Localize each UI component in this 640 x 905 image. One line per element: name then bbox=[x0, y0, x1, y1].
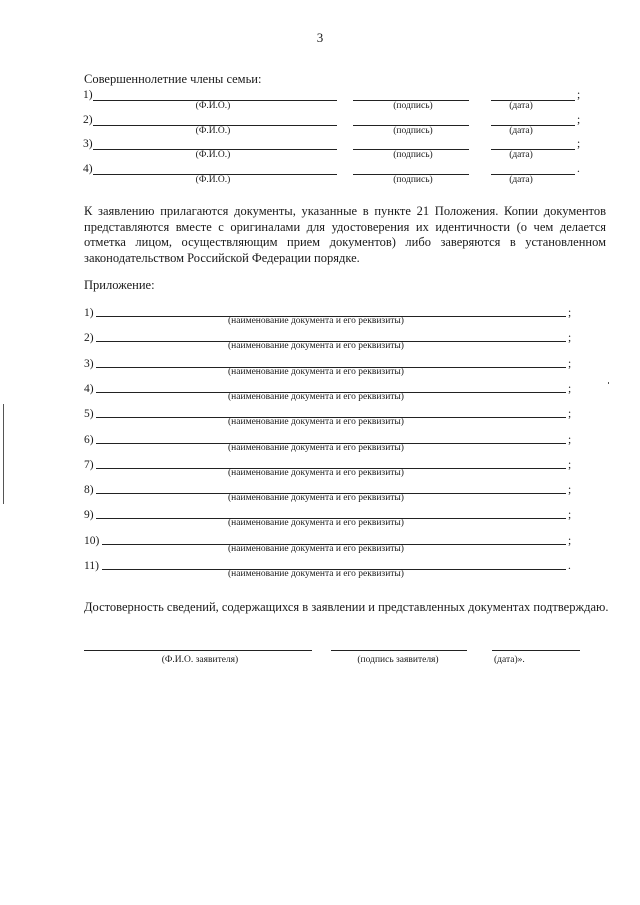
applicant-date-line[interactable] bbox=[492, 650, 580, 651]
family-sign-caption: (подпись) bbox=[393, 126, 433, 136]
attachment-number: 8) bbox=[84, 484, 94, 496]
family-name-caption: (Ф.И.О.) bbox=[195, 150, 231, 160]
attachment-row-end: ; bbox=[568, 383, 572, 395]
applicant-date-caption: (дата)». bbox=[494, 655, 525, 665]
attachment-row bbox=[84, 461, 584, 486]
attachment-caption: (наименование документа и его реквизиты) bbox=[228, 544, 404, 554]
family-date-caption: (дата) bbox=[509, 175, 533, 185]
family-row-number: 1) bbox=[83, 89, 93, 101]
documents-paragraph: К заявлению прилагаются документы, указанные в пункте 21 Положения. Копии документов представляются вместе с оригиналами для удостоверения их идентичности (о чем делается отметка лицом, осуществляющим прием документов) либо заверяются в установленном законодательством Российской Федерации порядке. bbox=[84, 204, 606, 265]
attachment-number: 7) bbox=[84, 459, 94, 471]
attachment-caption: (наименование документа и его реквизиты) bbox=[228, 518, 404, 528]
family-date-caption: (дата) bbox=[509, 150, 533, 160]
attachment-row bbox=[84, 334, 584, 359]
attachment-number: 5) bbox=[84, 408, 94, 420]
family-member-row bbox=[83, 91, 593, 117]
attachment-row bbox=[84, 309, 584, 334]
family-sign-caption: (подпись) bbox=[393, 175, 433, 185]
attachment-row bbox=[84, 486, 584, 511]
family-row-end: . bbox=[577, 163, 580, 175]
attachment-number: 10) bbox=[84, 535, 100, 547]
attachment-number: 4) bbox=[84, 383, 94, 395]
family-sign-caption: (подпись) bbox=[393, 101, 433, 111]
attachment-row bbox=[84, 562, 584, 587]
family-row-end: ; bbox=[577, 114, 581, 126]
attachment-row-end: ; bbox=[568, 307, 572, 319]
attachment-caption: (наименование документа и его реквизиты) bbox=[228, 468, 404, 478]
attachment-row-end: ; bbox=[568, 509, 572, 521]
family-date-caption: (дата) bbox=[509, 101, 533, 111]
family-row-number: 2) bbox=[83, 114, 93, 126]
family-member-row bbox=[83, 165, 593, 191]
attachment-number: 1) bbox=[84, 307, 94, 319]
attachment-caption: (наименование документа и его реквизиты) bbox=[228, 569, 404, 579]
applicant-name-caption: (Ф.И.О. заявителя) bbox=[161, 655, 239, 665]
applicant-name-line[interactable] bbox=[84, 650, 312, 651]
family-name-caption: (Ф.И.О.) bbox=[195, 175, 231, 185]
attachment-row-end: ; bbox=[568, 484, 572, 496]
attachment-row-end: ; bbox=[568, 408, 572, 420]
attachment-caption: (наименование документа и его реквизиты) bbox=[228, 341, 404, 351]
confirmation-text: Достоверность сведений, содержащихся в заявлении и представленных документах подтверждаю. bbox=[84, 600, 609, 614]
family-name-caption: (Ф.И.О.) bbox=[195, 126, 231, 136]
family-name-caption: (Ф.И.О.) bbox=[195, 101, 231, 111]
attachment-caption: (наименование документа и его реквизиты) bbox=[228, 417, 404, 427]
family-date-caption: (дата) bbox=[509, 126, 533, 136]
attachment-row bbox=[84, 360, 584, 385]
attachment-row bbox=[84, 436, 584, 461]
scan-mark bbox=[608, 382, 609, 384]
attachment-row bbox=[84, 537, 584, 562]
attachment-caption: (наименование документа и его реквизиты) bbox=[228, 316, 404, 326]
attachment-number: 2) bbox=[84, 332, 94, 344]
attachment-number: 3) bbox=[84, 358, 94, 370]
family-member-row bbox=[83, 116, 593, 142]
attachment-row-end: ; bbox=[568, 358, 572, 370]
attachment-row bbox=[84, 385, 584, 410]
applicant-sign-caption: (подпись заявителя) bbox=[357, 655, 439, 665]
family-member-row bbox=[83, 140, 593, 166]
attachment-caption: (наименование документа и его реквизиты) bbox=[228, 367, 404, 377]
family-row-end: ; bbox=[577, 138, 581, 150]
attachment-row-end: ; bbox=[568, 459, 572, 471]
attachments-title: Приложение: bbox=[84, 278, 155, 292]
family-row-end: ; bbox=[577, 89, 581, 101]
attachment-row bbox=[84, 410, 584, 435]
attachment-caption: (наименование документа и его реквизиты) bbox=[228, 443, 404, 453]
attachment-caption: (наименование документа и его реквизиты) bbox=[228, 493, 404, 503]
attachment-row-end: ; bbox=[568, 535, 572, 547]
family-row-number: 3) bbox=[83, 138, 93, 150]
attachment-number: 9) bbox=[84, 509, 94, 521]
family-row-number: 4) bbox=[83, 163, 93, 175]
attachment-caption: (наименование документа и его реквизиты) bbox=[228, 392, 404, 402]
page-number: 3 bbox=[316, 30, 324, 45]
attachment-number: 11) bbox=[84, 560, 99, 572]
attachment-row-end: . bbox=[568, 560, 571, 572]
attachment-number: 6) bbox=[84, 434, 94, 446]
applicant-sign-line[interactable] bbox=[331, 650, 467, 651]
attachment-row bbox=[84, 511, 584, 536]
scan-mark bbox=[3, 404, 4, 504]
family-sign-caption: (подпись) bbox=[393, 150, 433, 160]
attachment-row-end: ; bbox=[568, 332, 572, 344]
family-section-title: Совершеннолетние члены семьи: bbox=[84, 72, 262, 86]
attachment-row-end: ; bbox=[568, 434, 572, 446]
